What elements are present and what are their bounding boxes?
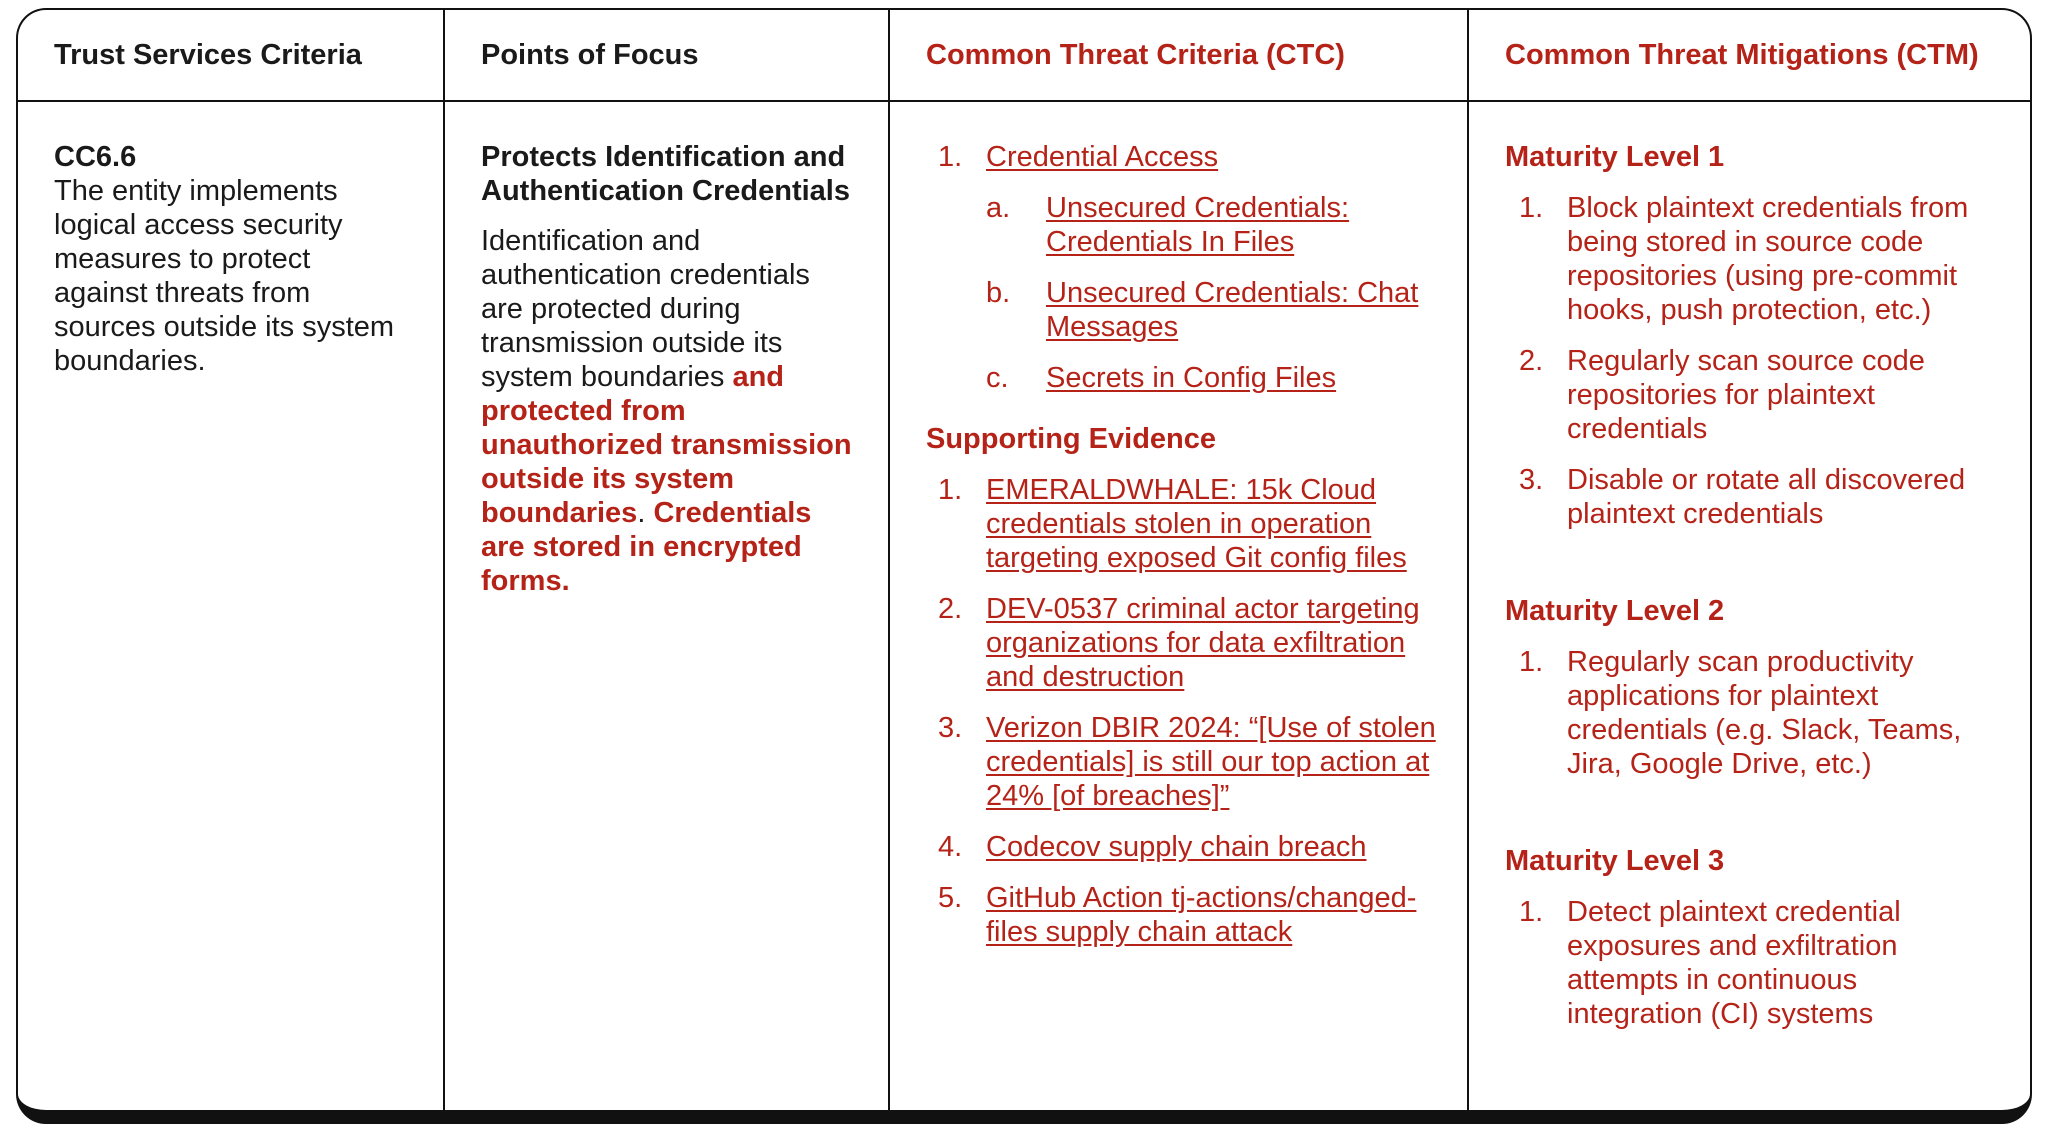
- link-unsecured-credentials-in-files[interactable]: Unsecured Credentials: Credentials In Files: [1046, 192, 1350, 258]
- maturity-level-3-list: [1505, 895, 2000, 1031]
- tsc-cell: [18, 102, 445, 1110]
- mitigation-item: [1505, 191, 2000, 327]
- pof-text-emphasis-1: and protected from unauthorized transmission outside its system boundaries: [481, 361, 852, 529]
- maturity-level-3-title: Maturity Level 3: [1505, 845, 1725, 877]
- link-dev-0537[interactable]: DEV-0537 criminal actor targeting organizations for data exfiltration and destruction: [986, 593, 1420, 693]
- ctm-cell: [1469, 102, 2030, 1110]
- evidence-number: 4.: [938, 831, 963, 863]
- mitigation-item: [1505, 463, 2000, 531]
- mitigation-number: 3.: [1519, 464, 1544, 496]
- mitigation-item: [1505, 645, 2000, 781]
- link-credential-access[interactable]: Credential Access: [986, 141, 1219, 173]
- ctc-cell: [890, 102, 1469, 1110]
- tsc-code: CC6.6: [54, 141, 137, 173]
- pof-title: Protects Identification and Authentication Credentials: [481, 141, 850, 207]
- header-common-threat-criteria: Common Threat Criteria (CTC): [890, 10, 1469, 102]
- mitigation-number: 1.: [1519, 646, 1544, 678]
- ctc-subitem: [926, 191, 1441, 259]
- supporting-evidence-list: [926, 473, 1441, 949]
- evidence-number: 1.: [938, 474, 963, 506]
- mitigation-number: 2.: [1519, 345, 1544, 377]
- evidence-number: 2.: [938, 593, 963, 625]
- evidence-item: [926, 881, 1441, 949]
- link-secrets-in-config-files[interactable]: Secrets in Config Files: [1046, 362, 1337, 394]
- link-codecov-breach[interactable]: Codecov supply chain breach: [986, 831, 1367, 863]
- link-tj-actions-attack[interactable]: GitHub Action tj-actions/changed-files supply chain attack: [986, 882, 1417, 948]
- evidence-number: 5.: [938, 882, 963, 914]
- maturity-level-2-title: Maturity Level 2: [1505, 595, 1725, 627]
- link-emeraldwhale[interactable]: EMERALDWHALE: 15k Cloud credentials stolen in operation targeting exposed Git config files: [986, 474, 1407, 574]
- evidence-number: 3.: [938, 712, 963, 744]
- maturity-level-1-title: Maturity Level 1: [1505, 141, 1725, 173]
- header-trust-services-criteria: Trust Services Criteria: [18, 10, 445, 102]
- header-points-of-focus: Points of Focus: [445, 10, 890, 102]
- ctc-item-credential-access: [926, 140, 1441, 412]
- evidence-item: [926, 473, 1441, 575]
- mitigation-number: 1.: [1519, 896, 1544, 928]
- criteria-table: [18, 10, 2030, 1110]
- mitigation-text: Regularly scan productivity applications for plaintext credentials (e.g. Slack, Teams, Jira, Google Drive, etc.): [1567, 646, 1962, 780]
- supporting-evidence-title: Supporting Evidence: [926, 423, 1217, 455]
- evidence-item: [926, 830, 1441, 864]
- ctc-list: [926, 140, 1441, 412]
- ctc-subitem-letter: c.: [986, 362, 1009, 394]
- ctc-sublist: [926, 191, 1441, 412]
- criteria-table-card: [16, 8, 2032, 1124]
- ctc-subitem-letter: b.: [986, 277, 1011, 309]
- link-unsecured-credentials-chat-messages[interactable]: Unsecured Credentials: Chat Messages: [1046, 277, 1419, 343]
- link-verizon-dbir-2024[interactable]: Verizon DBIR 2024: “[Use of stolen credentials] is still our top action at 24% [of breaches]”: [986, 712, 1436, 812]
- mitigation-item: [1505, 344, 2000, 446]
- ctc-subitem: [926, 276, 1441, 344]
- tsc-description: The entity implements logical access security measures to protect against threats from sources outside its system boundaries.: [54, 175, 395, 377]
- maturity-level-2-list: [1505, 645, 2000, 781]
- pof-text: [481, 224, 858, 598]
- mitigation-text: Detect plaintext credential exposures and exfiltration attempts in continuous integration (CI) systems: [1567, 896, 1901, 1030]
- pof-text-period: .: [637, 497, 654, 529]
- evidence-item: [926, 711, 1441, 813]
- mitigation-text: Block plaintext credentials from being stored in source code repositories (using pre-commit hooks, push protection, etc.): [1567, 192, 1969, 326]
- mitigation-number: 1.: [1519, 192, 1544, 224]
- mitigation-text: Regularly scan source code repositories for plaintext credentials: [1567, 345, 1925, 445]
- pof-text-emphasis-2: Credentials are stored in encrypted forms.: [481, 497, 812, 597]
- ctc-subitem: [926, 361, 1441, 395]
- evidence-item: [926, 592, 1441, 694]
- maturity-level-1-list: [1505, 191, 2000, 531]
- points-of-focus-cell: [445, 102, 890, 1110]
- mitigation-item: [1505, 895, 2000, 1031]
- ctc-subitem-letter: a.: [986, 192, 1011, 224]
- mitigation-text: Disable or rotate all discovered plaintext credentials: [1567, 464, 1966, 530]
- header-common-threat-mitigations: Common Threat Mitigations (CTM): [1469, 10, 2030, 102]
- ctc-item-number: 1.: [938, 141, 963, 173]
- pof-text-plain: Identification and authentication credentials are protected during transmission outside its system boundaries: [481, 225, 810, 393]
